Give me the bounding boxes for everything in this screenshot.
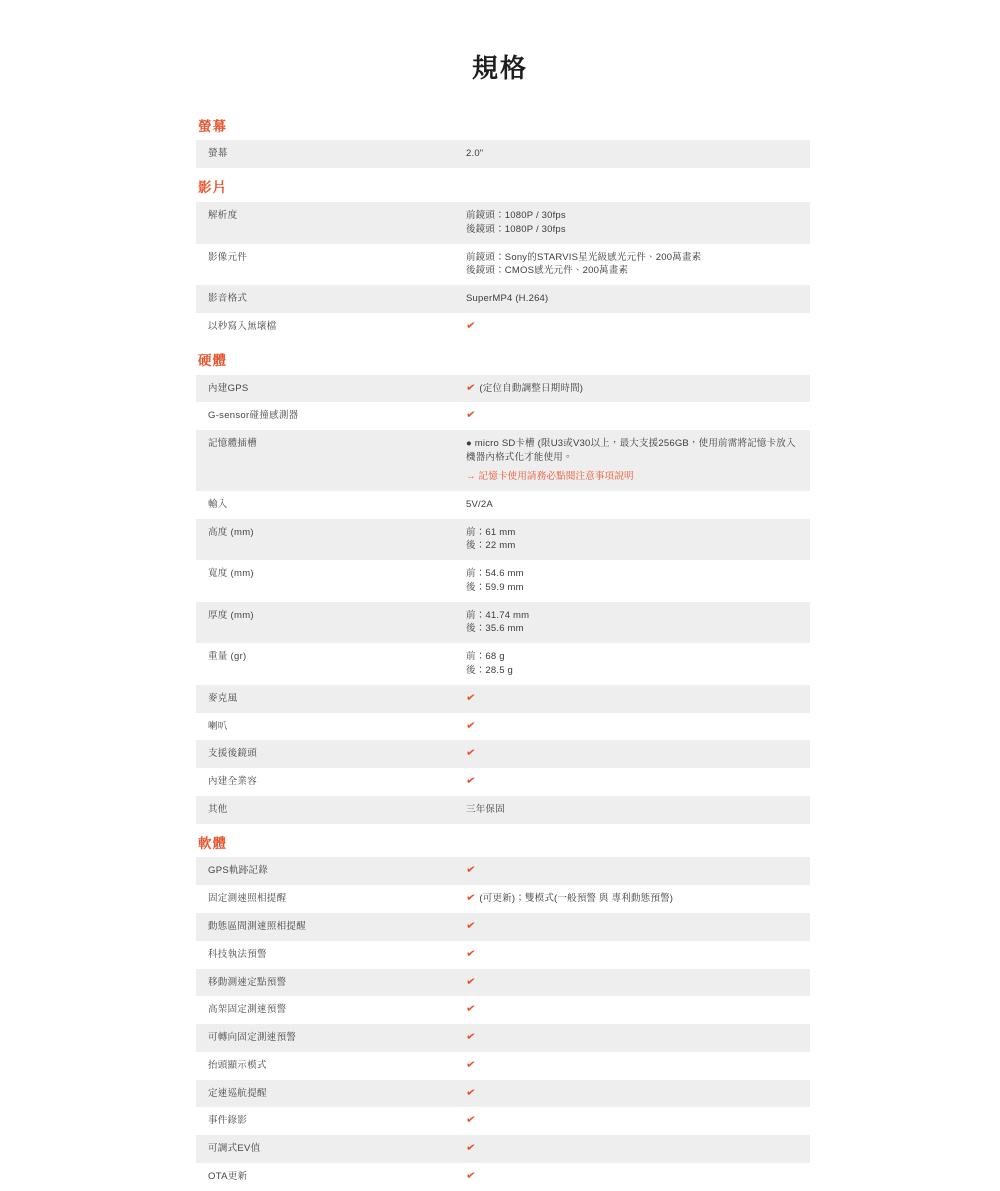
spec-value-line: 前鏡頭：Sony的STARVIS星光級感光元件、200萬畫素 — [466, 251, 702, 263]
table-row — [196, 285, 810, 313]
spec-value — [466, 602, 810, 644]
memory-card-notice-link[interactable]: → 記憶卡使用請務必點閱注意事項說明 — [466, 470, 634, 482]
spec-value — [466, 885, 810, 913]
table-row — [196, 996, 810, 1024]
spec-value-line: 後鏡頭：1080P / 30fps — [466, 223, 566, 235]
spec-label: 記憶體插槽 — [196, 430, 466, 491]
page-title: 規格 — [471, 53, 528, 84]
check-icon: ✔ — [465, 691, 477, 705]
spec-label: 科技執法預警 — [196, 941, 466, 969]
spec-value — [466, 643, 810, 685]
spec-value-line: 前：41.74 mm — [466, 609, 530, 621]
table-row — [196, 602, 810, 644]
spec-value — [466, 402, 810, 430]
check-icon: ✔ — [465, 774, 477, 788]
spec-section-screen — [196, 113, 810, 169]
spec-label: 麥克風 — [196, 685, 466, 713]
check-icon: ✔ — [465, 1030, 477, 1044]
table-row — [196, 1163, 810, 1191]
spec-value-line: 後鏡頭：CMOS感光元件、200萬畫素 — [466, 265, 629, 277]
check-icon: ✔ — [465, 1113, 477, 1127]
check-icon: ✔ — [465, 718, 477, 733]
table-row — [196, 643, 810, 685]
spec-value — [466, 1107, 810, 1135]
spec-value-line: 後：59.9 mm — [466, 581, 524, 593]
spec-label: GPS軌跡記錄 — [196, 857, 466, 885]
table-row — [196, 685, 810, 713]
spec-value — [466, 857, 810, 885]
spec-label: OTA更新 — [196, 1163, 466, 1191]
table-row — [196, 941, 810, 969]
spec-label: 解析度 — [196, 202, 466, 244]
check-icon: ✔ — [465, 1058, 477, 1072]
spec-label: 動態區間測速照相提醒 — [196, 913, 466, 941]
table-row — [196, 885, 810, 913]
table-row — [196, 313, 810, 341]
spec-value-note: (定位自動調整日期時間) — [479, 382, 584, 394]
section-title-video: 影片 — [198, 180, 227, 196]
table-row — [196, 969, 810, 997]
spec-value-bullet: ● micro SD卡槽 (限U3或V30以上，最大支援256GB，使用前需將記憶卡放入機器內格式化才能使用。 — [466, 438, 796, 464]
spec-table-container — [190, 113, 810, 1191]
spec-value-line: 前：54.6 mm — [466, 568, 524, 580]
spec-label: 移動測速定點預警 — [196, 969, 466, 997]
spec-label: 輸入 — [196, 491, 466, 519]
check-icon: ✔ — [465, 1169, 477, 1183]
spec-value — [466, 491, 810, 519]
check-icon: ✔ — [465, 919, 477, 933]
spec-table-hardware — [196, 375, 810, 824]
spec-value — [466, 285, 810, 313]
spec-value-note: (可更新)；雙模式(一般預警 與 專利動態預警) — [479, 893, 674, 905]
table-row — [196, 1052, 810, 1080]
spec-value-line: 後：22 mm — [466, 540, 516, 552]
check-icon: ✔ — [465, 1085, 477, 1100]
table-row — [196, 740, 810, 768]
spec-label: 影像元件 — [196, 244, 466, 286]
spec-value — [466, 1052, 810, 1080]
spec-value — [466, 560, 810, 602]
spec-table-video — [196, 202, 810, 341]
spec-label: 以秒寫入無壞檔 — [196, 313, 466, 341]
spec-section-video — [196, 174, 810, 340]
table-row — [196, 491, 810, 519]
spec-label: 其他 — [196, 796, 466, 824]
spec-value — [466, 1024, 810, 1052]
table-row — [196, 375, 810, 403]
check-icon: ✔ — [465, 746, 477, 760]
spec-label: 厚度 (mm) — [196, 602, 466, 644]
check-icon: ✔ — [465, 891, 477, 905]
spec-value-line: 前：61 mm — [466, 526, 516, 538]
spec-value — [466, 244, 810, 286]
spec-label: 定速巡航提醒 — [196, 1080, 466, 1108]
spec-label: 喇叭 — [196, 713, 466, 741]
spec-value — [466, 796, 810, 824]
spec-value — [466, 969, 810, 997]
check-icon: ✔ — [465, 380, 477, 395]
spec-value — [466, 202, 810, 244]
spec-label: 重量 (gr) — [196, 643, 466, 685]
section-title-software: 軟體 — [198, 835, 227, 851]
spec-label: 寬度 (mm) — [196, 560, 466, 602]
spec-section-hardware — [196, 347, 810, 824]
spec-label: 螢幕 — [196, 140, 466, 168]
table-row — [196, 519, 810, 561]
spec-value — [466, 140, 810, 168]
check-icon: ✔ — [465, 1141, 477, 1155]
table-row — [196, 560, 810, 602]
table-row — [196, 1135, 810, 1163]
check-icon: ✔ — [465, 947, 477, 961]
check-icon: ✔ — [465, 974, 477, 989]
spec-value-line: 5V/2A — [466, 498, 493, 510]
table-row — [196, 140, 810, 168]
spec-value — [466, 768, 810, 796]
spec-value — [466, 375, 810, 403]
table-row — [196, 1107, 810, 1135]
spec-value-line: 2.0" — [466, 148, 484, 160]
spec-label: 內建全業容 — [196, 768, 466, 796]
table-row — [196, 713, 810, 741]
spec-label: G-sensor碰撞感測器 — [196, 402, 466, 430]
table-row — [196, 913, 810, 941]
check-icon: ✔ — [465, 408, 477, 422]
spec-value — [466, 313, 810, 341]
section-title-hardware: 硬體 — [198, 352, 227, 368]
table-row — [196, 244, 810, 286]
table-row — [196, 1080, 810, 1108]
check-icon: ✔ — [465, 319, 477, 333]
spec-label: 可調式EV值 — [196, 1135, 466, 1163]
check-icon: ✔ — [465, 1002, 477, 1016]
spec-value — [466, 1135, 810, 1163]
spec-label: 高架固定測速預警 — [196, 996, 466, 1024]
table-row — [196, 1024, 810, 1052]
spec-value — [466, 430, 810, 491]
section-title-screen: 螢幕 — [198, 118, 227, 134]
spec-label: 內建GPS — [196, 375, 466, 403]
spec-value — [466, 941, 810, 969]
table-row — [196, 768, 810, 796]
spec-section-software — [196, 830, 810, 1191]
spec-value — [466, 519, 810, 561]
spec-value — [466, 685, 810, 713]
spec-page — [0, 17, 1000, 1183]
table-row — [196, 202, 810, 244]
spec-value — [466, 1080, 810, 1108]
spec-label: 影音格式 — [196, 285, 466, 313]
spec-table-screen — [196, 140, 810, 168]
spec-value-line: 前鏡頭：1080P / 30fps — [466, 210, 566, 222]
spec-value-line: SuperMP4 (H.264) — [466, 293, 549, 305]
spec-value — [466, 913, 810, 941]
table-row — [196, 402, 810, 430]
check-icon: ✔ — [465, 863, 477, 878]
spec-value-line: 前：68 g — [466, 651, 505, 663]
spec-value — [466, 740, 810, 768]
spec-value-line: 後：28.5 g — [466, 664, 514, 676]
spec-value-line: 後：35.6 mm — [466, 623, 524, 635]
spec-value — [466, 1163, 810, 1191]
spec-label: 可轉向固定測速預警 — [196, 1024, 466, 1052]
spec-table-software — [196, 857, 810, 1190]
spec-label: 支援後鏡頭 — [196, 740, 466, 768]
spec-value-line: 三年保固 — [466, 803, 505, 815]
table-row — [196, 796, 810, 824]
spec-value — [466, 713, 810, 741]
spec-value — [466, 996, 810, 1024]
spec-label: 固定測速照相提醒 — [196, 885, 466, 913]
table-row — [196, 430, 810, 491]
spec-label: 高度 (mm) — [196, 519, 466, 561]
spec-label: 抬頭顯示模式 — [196, 1052, 466, 1080]
table-row — [196, 857, 810, 885]
spec-label: 事件錄影 — [196, 1107, 466, 1135]
